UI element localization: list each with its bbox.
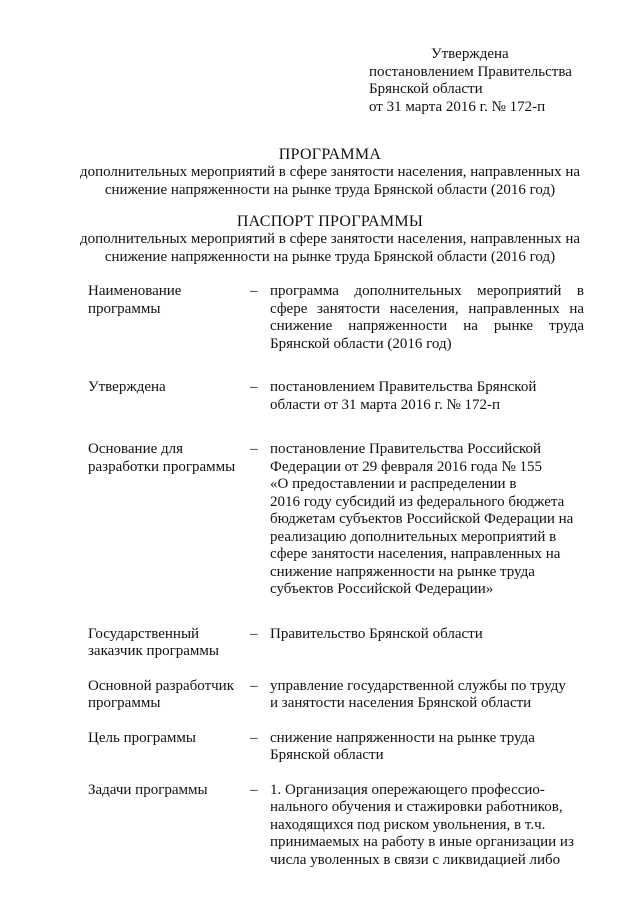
passport-subtitle-line: дополнительных мероприятий в сфере занятости населения, направленных на xyxy=(79,231,581,247)
approval-block xyxy=(369,46,619,116)
passport-row-basis xyxy=(88,441,588,599)
value-line: числа уволенных в связи с ликвидацией либо xyxy=(270,851,561,868)
value-line: управление государственной службы по труду xyxy=(270,677,566,694)
value-line: Федерации от 29 февраля 2016 года № 155 xyxy=(270,458,543,475)
value-line: принимаемых на работу в иные организации из xyxy=(270,834,574,850)
label-line: Цель программы xyxy=(88,729,196,746)
value-line: программа дополнительных мероприятий в xyxy=(270,283,584,299)
row-label xyxy=(88,678,250,713)
value-line: реализацию дополнительных мероприятий в xyxy=(270,528,557,545)
label-line: Задачи программы xyxy=(88,781,208,798)
program-title: ПРОГРАММА xyxy=(278,146,382,163)
row-value xyxy=(270,678,584,713)
label-line: Наименование xyxy=(88,283,182,299)
value-line: Брянской области xyxy=(270,747,384,763)
program-subtitle-line: дополнительных мероприятий в сфере занятости населения, направленных на xyxy=(79,164,581,180)
approval-line: постановлением Правительства xyxy=(369,63,572,80)
row-dash: – xyxy=(250,283,258,299)
label-line: разработки программы xyxy=(88,458,236,475)
row-label xyxy=(88,782,250,800)
passport-row-customer xyxy=(88,626,588,661)
row-value xyxy=(270,626,584,644)
value-line: снижение напряженности на рынке труда xyxy=(270,318,584,334)
label-line: программы xyxy=(88,300,161,317)
row-value xyxy=(270,782,584,870)
value-line: субъектов Российской Федерации» xyxy=(270,581,494,597)
passport-title: ПАСПОРТ ПРОГРАММЫ xyxy=(236,213,424,230)
row-value xyxy=(270,730,584,765)
value-line: нального обучения и стажировки работников, xyxy=(270,799,563,815)
value-line: постановлением Правительства Брянской xyxy=(270,379,537,395)
value-line: сфере занятости населения, направленных на xyxy=(270,546,561,562)
passport-row-tasks xyxy=(88,782,588,870)
row-dash: – xyxy=(250,729,258,746)
row-dash: – xyxy=(250,379,258,395)
value-line: 2016 году субсидий из федерального бюджета xyxy=(270,493,565,510)
value-line: находящихся под риском увольнения, в т.ч. xyxy=(270,816,546,833)
passport-table xyxy=(88,283,588,869)
row-label xyxy=(88,441,250,476)
row-value xyxy=(270,379,584,414)
passport-heading xyxy=(40,212,620,266)
row-dash: – xyxy=(250,781,258,798)
value-line: области от 31 марта 2016 г. № 172-п xyxy=(270,396,501,413)
row-label xyxy=(88,379,250,397)
value-line: снижение напряженности на рынке труда xyxy=(270,563,535,580)
label-line: заказчик программы xyxy=(88,643,219,659)
row-label xyxy=(88,730,250,748)
label-line: программы xyxy=(88,695,161,711)
label-line: Государственный xyxy=(88,625,200,642)
passport-row-name xyxy=(88,283,588,353)
value-line: бюджетам субъектов Российской Федерации на xyxy=(270,511,574,527)
value-line: Брянской области (2016 год) xyxy=(270,335,452,352)
row-label xyxy=(88,283,250,318)
label-line: Основной разработчик xyxy=(88,677,234,694)
value-line: и занятости населения Брянской области xyxy=(270,695,532,711)
label-line: Основание для xyxy=(88,441,184,457)
row-value xyxy=(270,441,584,599)
passport-row-approved xyxy=(88,379,588,414)
approval-line: Брянской области xyxy=(369,81,483,97)
row-label xyxy=(88,626,250,661)
approval-line: Утверждена xyxy=(431,46,509,62)
passport-row-developer xyxy=(88,678,588,713)
row-value xyxy=(270,283,584,353)
row-dash: – xyxy=(250,625,258,642)
approval-line: от 31 марта 2016 г. № 172-п xyxy=(369,98,546,115)
passport-subtitle-line: снижение напряженности на рынке труда Брянской области (2016 год) xyxy=(104,248,556,265)
value-line: Правительство Брянской области xyxy=(270,625,483,642)
passport-row-goal xyxy=(88,730,588,765)
label-line: Утверждена xyxy=(88,379,166,395)
value-line: снижение напряженности на рынке труда xyxy=(270,729,535,746)
row-dash: – xyxy=(250,441,258,457)
value-line: 1. Организация опережающего профессио- xyxy=(270,781,545,798)
program-heading xyxy=(40,145,620,199)
value-line: постановление Правительства Российской xyxy=(270,441,542,457)
row-dash: – xyxy=(250,677,258,694)
value-line: «О предоставлении и распределении в xyxy=(270,476,517,492)
value-line: сфере занятости населения, направленных на xyxy=(270,300,584,317)
program-subtitle-line: снижение напряженности на рынке труда Брянской области (2016 год) xyxy=(104,181,556,198)
